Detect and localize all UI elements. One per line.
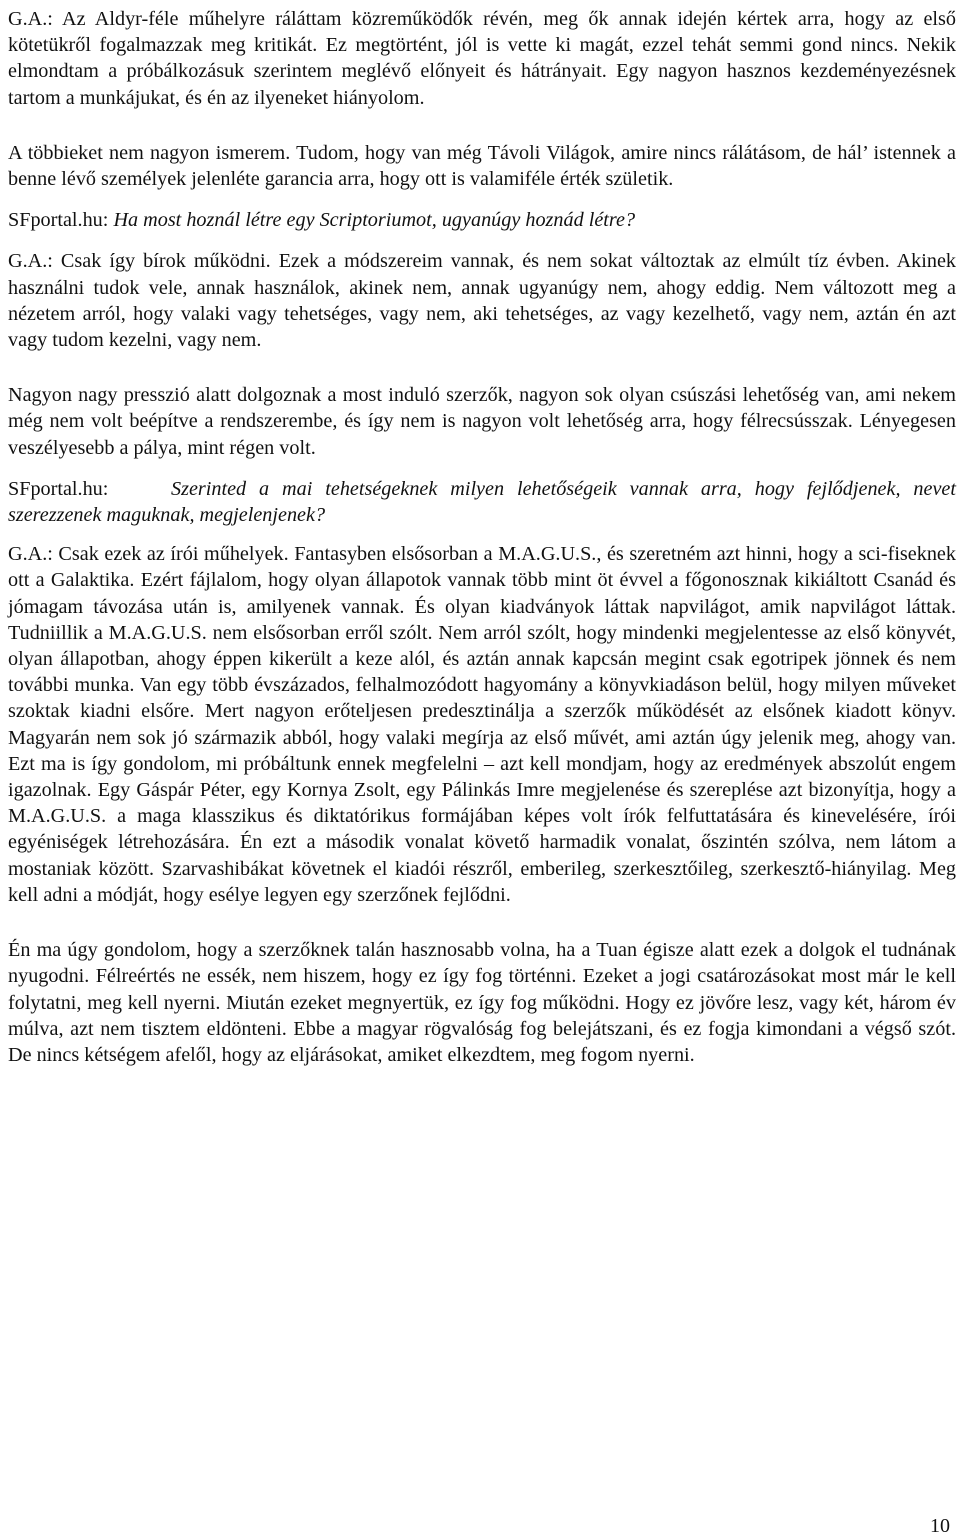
answer-paragraph-2: A többieket nem nagyon ismerem. Tudom, hogy van még Távoli Világok, amire nincs rálátásom, de hál’ istennek a benne lévő személyek jelenléte garancia arra, hogy ott is valamiféle érték születik. bbox=[8, 141, 956, 191]
answer-paragraph-3: G.A.: Csak így bírok működni. Ezek a módszereim vannak, és nem sokat változtak az elmúlt tíz évben. Akinek használni tudok vele, annak használok, akinek nem, annak ugyanúgy nem, ahogy eddig. Nem változott meg a nézetem arról, hogy valaki vagy tehetséges, vagy nem, aki tehetséges, az vagy kezelhető, vagy nem, aztán én azt vagy tudom kezelni, vagy nem. bbox=[8, 250, 956, 352]
question-paragraph-2 bbox=[8, 476, 956, 528]
question-text: Szerinted a mai tehetségeknek milyen lehetőségeik vannak arra, hogy fejlődjenek, nevet szerezzenek maguknak, megjelenjenek? bbox=[8, 477, 956, 527]
interviewer-label: SFportal.hu: bbox=[8, 209, 109, 232]
question-text: Ha most hoznál létre egy Scriptoriumot, ugyanúgy hoznád létre? bbox=[113, 209, 636, 232]
interviewer-label: SFportal.hu: bbox=[8, 477, 109, 500]
answer-paragraph-5: G.A.: Csak ezek az írói műhelyek. Fantasyben elsősorban a M.A.G.U.S., és szeretném azt hinni, hogy a sci-fiseknek ott a Galaktika. Ezért fájlalom, hogy olyan állapotok vannak több mint öt évvel a főgonosznak kikiáltott Csanád és jómagam távozása után is, amilyenek vannak. És olyan kiadványok láttak napvilágot, amik napvilágot láttak. Tudniillik a M.A.G.U.S. nem elsősorban erről szólt. Nem arról szólt, hogy mindenki megjelentesse az első könyvét, olyan állapotban, ahogy éppen kikerült a keze alól, és aztán annak kapcsán megint csak egotripek jönnek és nem további munka. Van egy több évszázados, felhalmozódott hagyomány a könyvkiadáson belül, hogy milyen műveket szoktak kiadni elsőre. Mert nagyon erőteljesen predesztinálja a szerzők működését az elsőnek kiadott könyv. Magyarán nem sok jó származik abból, hogy valaki megírja az első művét, ami aztán úgy jelenik meg, ahogy van. Ezt ma is így gondolom, mi próbáltunk ennek megfelelni – azt kell mondjam, hogy az eredmények abszolút engem igazolnak. Egy Gáspár Péter, egy Kornya Zsolt, egy Pálinkás Imre megjelenése és szereplése azt bizonyítja, hogy a M.A.G.U.S. a maga klasszikus és diktatórikus formájában képes volt írók felfuttatására és kinevelésére, írói egyéniségek létrehozására. Én ezt a második vonalat követő harmadik vonalat, őszintén szólva, nem látom a mostaniak között. Szarvashibákat követnek el kiadói részről, emberileg, szerkesztőileg, szerkesztő-hiányilag. Meg kell adni a módját, hogy esélye legyen egy szerzőnek fejlődni. bbox=[8, 543, 956, 906]
document-page bbox=[8, 6, 956, 1068]
answer-paragraph-6: Én ma úgy gondolom, hogy a szerzőknek talán hasznosabb volna, ha a Tuan égisze alatt ezek a dolgok el tudnának nyugodni. Félreértés ne essék, nem hiszem, hogy ez így fog történni. Ezeket a jogi csatározásokat most már le kell folytatni, meg kell nyerni. Miután ezeket megnyertük, ez így fog működni. Hogy ez jövőre lesz, vagy két, három év múlva, azt nem tisztem eldönteni. Ebbe a magyar rögvalóság fog belejátszani, és ez fogja kimondani a végső szót. De nincs kétségem afelől, hogy az eljárásokat, amiket elkezdtem, meg fogom nyerni. bbox=[8, 939, 956, 1066]
answer-paragraph-1: G.A.: Az Aldyr-féle műhelyre ráláttam közreműködők révén, meg ők annak idején kértek arra, hogy az első kötetükről fogalmazzak meg kritikát. Ez megtörtént, jól is vette ki magát, ezzel tehát semmi gond nincs. Nekik elmondtam a próbálkozásuk szerintem meglévő előnyeit és hátrányait. Egy nagyon hasznos kezdeményezésnek tartom a munkájukat, és én az ilyeneket hiányolom. bbox=[8, 8, 956, 109]
page-number: 10 bbox=[930, 1515, 950, 1537]
answer-paragraph-4: Nagyon nagy presszió alatt dolgoznak a most induló szerzők, nagyon sok olyan csúszási lehetőség van, ami nekem még nem volt beépítve a rendszerembe, és így nem is nagyon volt lehetőség arra, hogy félrecsússzak. Lényegesen veszélyesebb a pálya, mint régen volt. bbox=[8, 384, 956, 459]
question-paragraph-1 bbox=[8, 207, 956, 233]
